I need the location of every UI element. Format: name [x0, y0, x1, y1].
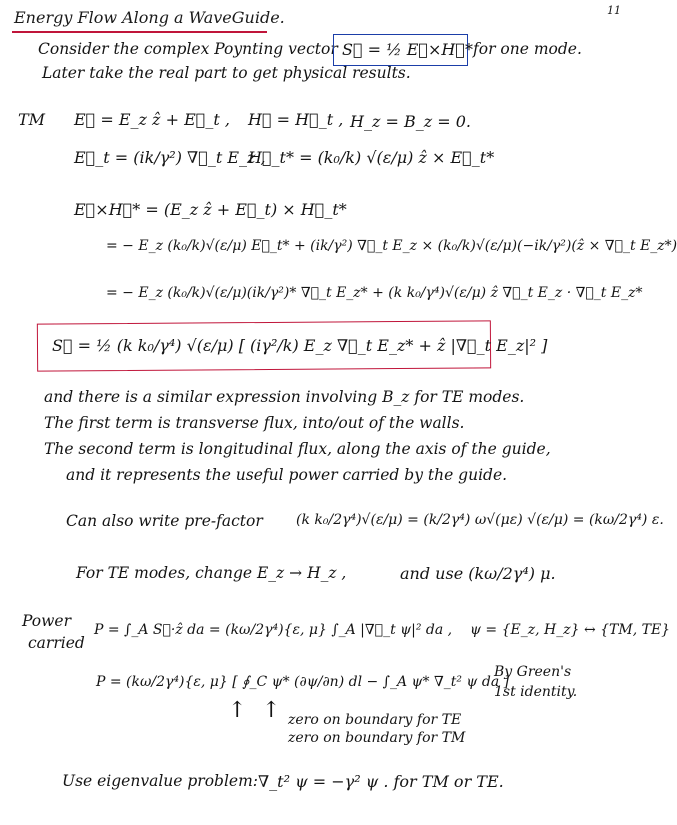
boxed-poynting-result: S⃗ = ½ (k k₀/γ⁴) √(ε/μ) [ (iγ²/k) E_z ∇⃗_t E_z* + ẑ |∇⃗_t E_z|² ] [52, 336, 548, 355]
note-5-eq: (k k₀/2γ⁴)√(ε/μ) = (k/2γ⁴) ω√(με) √(ε/μ) = (kω/2γ⁴) ε. [296, 512, 664, 528]
intro-line-1a: Consider the complex Poynting vector [38, 40, 338, 58]
power-label-2: carried [28, 634, 85, 652]
tm-eq1b: H⃗ = H⃗_t , [248, 110, 344, 129]
note-3: The second term is longitudinal flux, along the axis of the guide, [44, 440, 551, 458]
page-number: 11 [607, 4, 621, 17]
note-4: and it represents the useful power carried by the guide. [66, 466, 508, 484]
tm-eq1a: E⃗ = E_z ẑ + E⃗_t , [74, 110, 230, 129]
note-5a: Can also write pre-factor [66, 512, 263, 530]
eigen-label: Use eigenvalue problem: [62, 772, 258, 790]
note-1: and there is a similar expression involving B_z for TE modes. [44, 388, 525, 406]
tm-eq1c: H_z = B_z = 0. [350, 112, 471, 131]
note-6a: For TE modes, change E_z → H_z , [76, 564, 347, 582]
power-eq2: P = (kω/2γ⁴){ε, μ} [ ∮_C ψ* (∂ψ/∂n) dl − ∫_A ψ* ∇_t² ψ da ] [96, 674, 510, 690]
tm-eq5: = − E_z (k₀/k)√(ε/μ)(ik/γ²)* ∇⃗_t E_z* + (k k₀/γ⁴)√(ε/μ) ẑ ∇⃗_t E_z · ∇⃗_t E_z* [106, 285, 643, 301]
note-6b: and use (kω/2γ⁴) μ. [400, 564, 556, 583]
poynting-equation: S⃗ = ½ E⃗×H⃗* [342, 40, 473, 59]
tm-eq2b: H⃗_t* = (k₀/k) √(ε/μ) ẑ × E⃗_t* [248, 148, 495, 167]
title-underline [12, 31, 267, 33]
page-title: Energy Flow Along a WaveGuide. [14, 8, 285, 27]
note-zero-te: zero on boundary for TE [288, 712, 462, 728]
tm-eq2a: E⃗_t = (ik/γ²) ∇⃗_t E_z , [74, 148, 266, 167]
note-zero-tm: zero on boundary for TM [288, 730, 466, 746]
power-label-1: Power [22, 612, 71, 630]
tm-eq3: E⃗×H⃗* = (E_z ẑ + E⃗_t) × H⃗_t* [74, 200, 347, 219]
eigen-equation: ∇_t² ψ = −γ² ψ . for TM or TE. [258, 772, 504, 791]
power-eq1: P = ∫_A S⃗·ẑ da = (kω/2γ⁴){ε, μ} ∫_A |∇⃗_t ψ|² da , [94, 622, 453, 638]
intro-line-1b: for one mode. [473, 40, 582, 58]
tm-eq4: = − E_z (k₀/k)√(ε/μ) E⃗_t* + (ik/γ²) ∇⃗_t E_z × (k₀/k)√(ε/μ)(−ik/γ²)(ẑ × ∇⃗_t E_z*) [106, 238, 677, 254]
power-eq1-psi: ψ = {E_z, H_z} ↔ {TM, TE} [470, 622, 671, 638]
greens-line-1: By Green's [494, 664, 572, 680]
tm-label: TM [18, 110, 46, 129]
note-2: The first term is transverse flux, into/out of the walls. [44, 414, 465, 432]
greens-line-2: 1st identity. [494, 684, 578, 700]
intro-line-2: Later take the real part to get physical results. [42, 64, 411, 82]
arrow-up-icon: ↑ [228, 698, 247, 723]
arrow-up-icon: ↑ [262, 698, 281, 723]
